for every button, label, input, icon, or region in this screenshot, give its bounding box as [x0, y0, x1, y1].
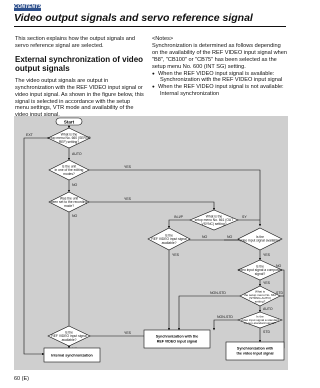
bullet-sub: Synchronization with the REF VIDEO input signal [160, 77, 283, 84]
notes-body: Synchronization is determined as follows depending on the availability of the REF VIDEO input signal when "B8", "CB100" or "CB75" has been selected as the setup menu No. 600 (INT SG) setting. [152, 42, 287, 70]
notes-label: <Notes> [152, 36, 174, 42]
q5-line: available? [161, 240, 177, 245]
start-label: Start [63, 119, 75, 125]
result-video-text: Synchronization with [236, 346, 274, 351]
q4-line: VSYNC) setting? [201, 221, 227, 226]
notes-bullet [152, 84, 288, 98]
q3-line: Was the unit [59, 196, 79, 201]
flowchart [14, 116, 288, 370]
q6-line: Is the [255, 235, 265, 239]
q3-line: been set to the recording [50, 200, 88, 205]
q7-line: signal? [254, 271, 266, 276]
branch-std: STD [276, 291, 283, 295]
branch-no: NO [72, 214, 78, 218]
branch-auto: AUTO [263, 307, 273, 311]
q8-line: (STDNG-AUTO) [249, 296, 271, 301]
q10-line: Is the [64, 330, 74, 335]
q4-line: What is the [205, 214, 223, 219]
contents-tab[interactable]: CONTENTS [14, 4, 42, 10]
q1-line: REF) setting? [58, 139, 80, 144]
q2-line: in one of the editing [54, 168, 84, 173]
result-internal-text: Internal synchronization [51, 353, 93, 358]
body-paragraph: The video output signals are output in synchronization with the REF VIDEO input signal or video input signal. As shown in the figure below, this signal is selected in accordance with the setup menu settings, VTR mode and availability of the [15, 77, 144, 112]
result-ref-text: Synchronization with the [155, 334, 199, 339]
q2-line: Is the unit [61, 164, 77, 169]
branch-yes: YES [124, 331, 132, 335]
notes-bullet [152, 71, 288, 85]
q9-line: Is the [256, 314, 264, 319]
branch-no: NO [276, 264, 282, 268]
q10-line: REF VIDEO input signal [51, 334, 87, 339]
q2-line: modes? [63, 171, 75, 176]
q6-line: video input signal available? [239, 238, 281, 243]
branch-sy: SY [242, 215, 247, 219]
branch-no: NO [202, 235, 208, 239]
branch-yes: YES [172, 253, 180, 257]
section-heading: External synchronization of video output signals [15, 54, 144, 73]
q4-line: setup menu No. 661 (OUT [194, 218, 234, 223]
branch-no: NO [227, 235, 233, 239]
q10-line: available? [61, 337, 77, 342]
q1-line: What is the [60, 132, 78, 137]
notes-list [152, 71, 288, 99]
q5-line: Is the [164, 233, 174, 238]
branch-yes: YES [263, 253, 271, 257]
title-rule [14, 26, 286, 27]
q8-line: What is [254, 289, 266, 294]
bullet-main: When the REF VIDEO input signal is available: [158, 70, 275, 77]
branch-non-std: NON-STD [210, 291, 226, 295]
q9-line: or non-standard signal? [244, 321, 276, 326]
q7-line: Is the [255, 264, 265, 269]
q9-line: video input signal a standard [240, 317, 280, 322]
flowchart-canvas [14, 116, 288, 370]
q5-line: REF VIDEO input signal [151, 237, 187, 242]
intro-paragraph: This section explains how the output signals and servo reference signal are selected. [15, 36, 136, 49]
branch-yes: YES [124, 197, 132, 201]
branch-ext: EXT [26, 133, 33, 137]
q8-line: setting? [254, 299, 266, 304]
result-video-text: the video input signal [236, 351, 274, 356]
branch-non-std: NON-STD [217, 315, 233, 319]
branch-in-ip: IN-I/P [174, 215, 183, 219]
left-column [15, 36, 145, 124]
branch-auto: AUTO [72, 152, 82, 156]
right-column [152, 36, 288, 98]
branch-no: NO [72, 183, 78, 187]
bullet-main: When the REF VIDEO input signal is not available: [158, 84, 284, 91]
q7-line: video input signal a composite [237, 268, 283, 273]
q1-line: setup menu No. 660 (SERVO [47, 136, 91, 141]
branch-std: STD [263, 330, 270, 334]
result-ref-text: REF VIDEO input signal [156, 339, 198, 344]
q8-line: the setup menu No. 662 [243, 292, 277, 297]
page-title: Video output signals and servo reference signal [14, 12, 253, 24]
page-number: 60 (E) [14, 376, 29, 382]
bullet-sub: Internal synchronization [160, 91, 220, 98]
branch-yes: YES [263, 281, 271, 285]
branch-yes: YES [124, 165, 132, 169]
q3-line: mode? [63, 203, 75, 208]
